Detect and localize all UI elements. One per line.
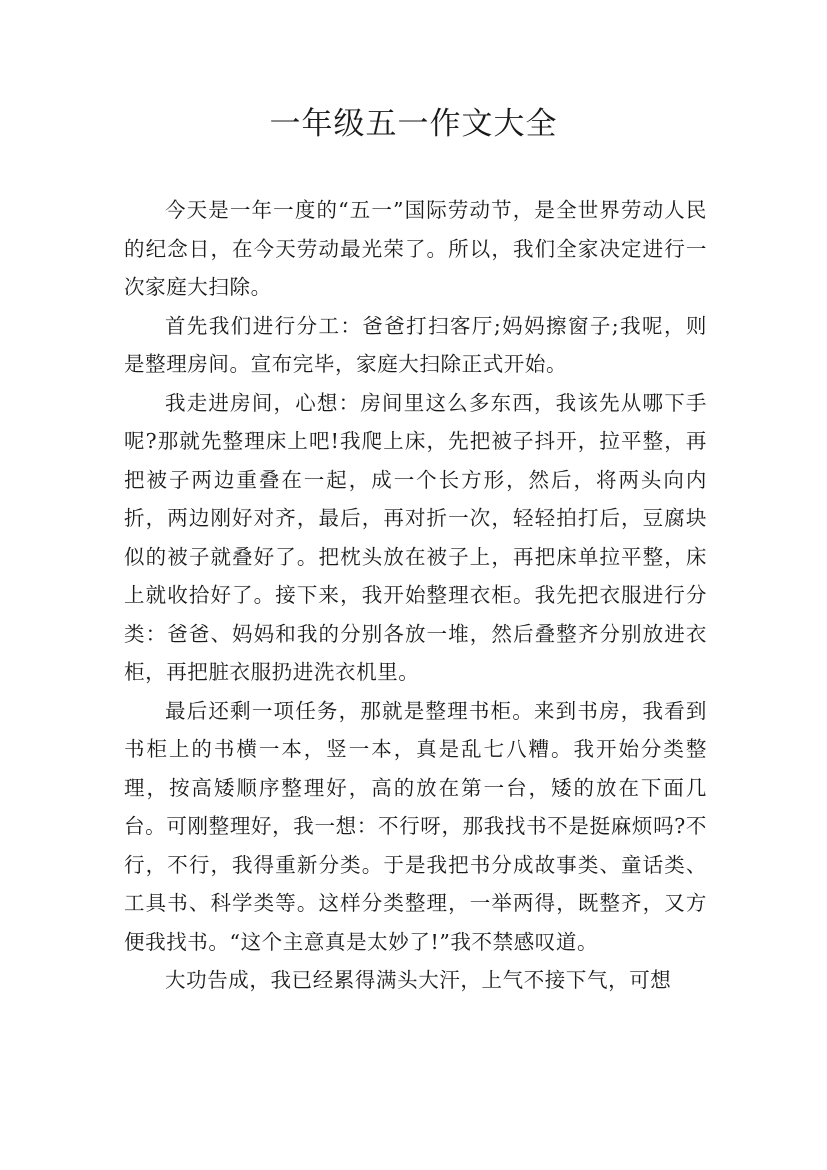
paragraph-5: 大功告成，我已经累得满头大汗，上气不接下气，可想 <box>165 968 672 992</box>
paragraph-3: 我走进房间，心想：房间里这么多东西，我该先从哪下手呢?那就先整理床上吧!我爬上床，先把被子抖开，拉平整，再把被子两边重叠在一起，成一个长方形，然后，将两头向内折，两边刚好对齐，最后，再对折一次，轻轻拍打后，豆腐块似的被子就叠好了。把枕头放在被子上，再把床单拉平整，床上就收拾好了。接下来，我开始整理衣柜。我先把衣服进行分类：爸爸、妈妈和我的分别各放一堆，然后叠整齐分别放进衣柜，再把脏衣服扔进洗衣机里。 <box>124 390 707 684</box>
paragraph-4: 最后还剩一项任务，那就是整理书柜。来到书房，我看到书柜上的书横一本，竖一本，真是乱七八糟。我开始分类整理，按高矮顺序整理好，高的放在第一台，矮的放在下面几台。可刚整理好，我一想：不行呀，那我找书不是挺麻烦吗?不行，不行，我得重新分类。于是我把书分成故事类、童话类、工具书、科学类等。这样分类整理，一举两得，既整齐，又方便我找书。“这个主意真是太妙了!”我不禁感叹道。 <box>124 698 707 954</box>
paragraph-1: 今天是一年一度的“五一”国际劳动节，是全世界劳动人民的纪念日，在今天劳动最光荣了。所以，我们全家决定进行一次家庭大扫除。 <box>124 198 707 299</box>
document-title: 一年级五一作文大全 <box>269 106 558 142</box>
document-body <box>124 191 707 1000</box>
paragraph-2: 首先我们进行分工：爸爸打扫客厅;妈妈擦窗子;我呢，则是整理房间。宣布完毕，家庭大扫除正式开始。 <box>124 313 707 376</box>
